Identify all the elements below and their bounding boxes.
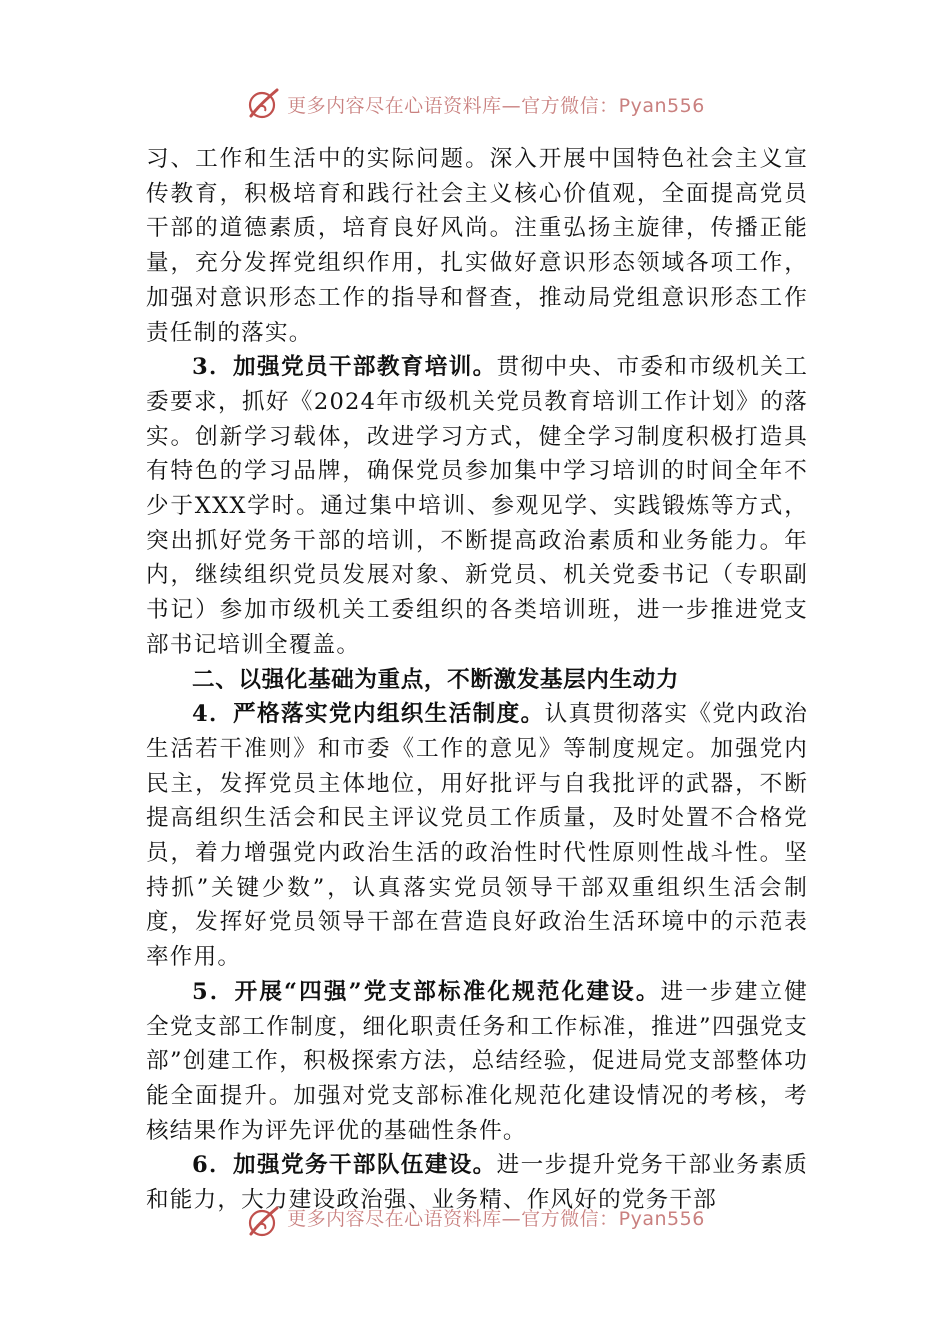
brush-logo-icon — [245, 86, 281, 122]
footer-watermark — [0, 1204, 950, 1238]
paragraph-4-body: 进一步建立健全党支部工作制度，细化职责任务和工作标准，推进”四强党支部”创建工作，积极探索方法，总结经验，促进局党支部整体功能全面提升。加强对党支部标准化规范化建设情况的考核，考核结果作为评先评优的基础性条件。 — [146, 978, 808, 1144]
paragraph-3 — [146, 697, 808, 975]
paragraph-2 — [146, 350, 808, 662]
paragraph-1-body: 习、工作和生活中的实际问题。深入开展中国特色社会主义宣传教育，积极培育和践行社会主义核心价值观，全面提高党员干部的道德素质，培育良好风尚。注重弘扬主旋律，传播正能量，充分发挥党组织作用，扎实做好意识形态领域各项工作，加强对意识形态工作的指导和督查，推动局党组意识形态工作责任制的落实。 — [146, 146, 808, 346]
section-heading-2: 二、以强化基础为重点，不断激发基层内生动力 — [192, 666, 680, 693]
document-body — [146, 142, 808, 1218]
paragraph-2-lead: 3．加强党员干部教育培训。 — [192, 354, 497, 381]
brush-logo-icon — [245, 1204, 281, 1238]
paragraph-5-lead: 6．加强党务干部队伍建设。 — [192, 1152, 497, 1179]
paragraph-4 — [146, 975, 808, 1149]
paragraph-3-lead: 4．严格落实党内组织生活制度。 — [192, 701, 545, 728]
paragraph-3-body: 认真贯彻落实《党内政治生活若干准则》和市委《工作的意见》等制度规定。加强党内民主，发挥党员主体地位，用好批评与自我批评的武器，不断提高组织生活会和民主评议党员工作质量，及时处置不合格党员，着力增强党内政治生活的政治性时代性原则性战斗性。坚持抓”关键少数”，认真落实党员领导干部双重组织生活会制度，发挥好党员领导干部在营造良好政治生活环境中的示范表率作用。 — [146, 701, 808, 971]
header-watermark — [0, 84, 950, 124]
paragraph-4-lead: 5．开展“四强”党支部标准化规范化建设。 — [192, 978, 661, 1005]
watermark-text: 更多内容尽在心语资料库—官方微信：Pyan556 — [287, 94, 705, 117]
watermark-text-footer: 更多内容尽在心语资料库—官方微信：Pyan556 — [287, 1208, 705, 1230]
paragraph-5-body: 进一步提升党务干部业务素质和能力，大力建设政治强、业务精、作风好的党务干部 — [146, 1152, 808, 1214]
paragraph-2-body: 贯彻中央、市委和市级机关工委要求，抓好《2024年市级机关党员教育培训工作计划》的落实。创新学习载体，改进学习方式，健全学习制度积极打造具有特色的学习品牌，确保党员参加集中学习培训的时间全年不少于XXX学时。通过集中培训、参观见学、实践锻炼等方式，突出抓好党务干部的培训，不断提高政治素质和业务能力。年内，继续组织党员发展对象、新党员、机关党委书记（专职副书记）参加市级机关工委组织的各类培训班，进一步推进党支部书记培训全覆盖。 — [146, 354, 808, 658]
paragraph-1 — [146, 142, 808, 350]
